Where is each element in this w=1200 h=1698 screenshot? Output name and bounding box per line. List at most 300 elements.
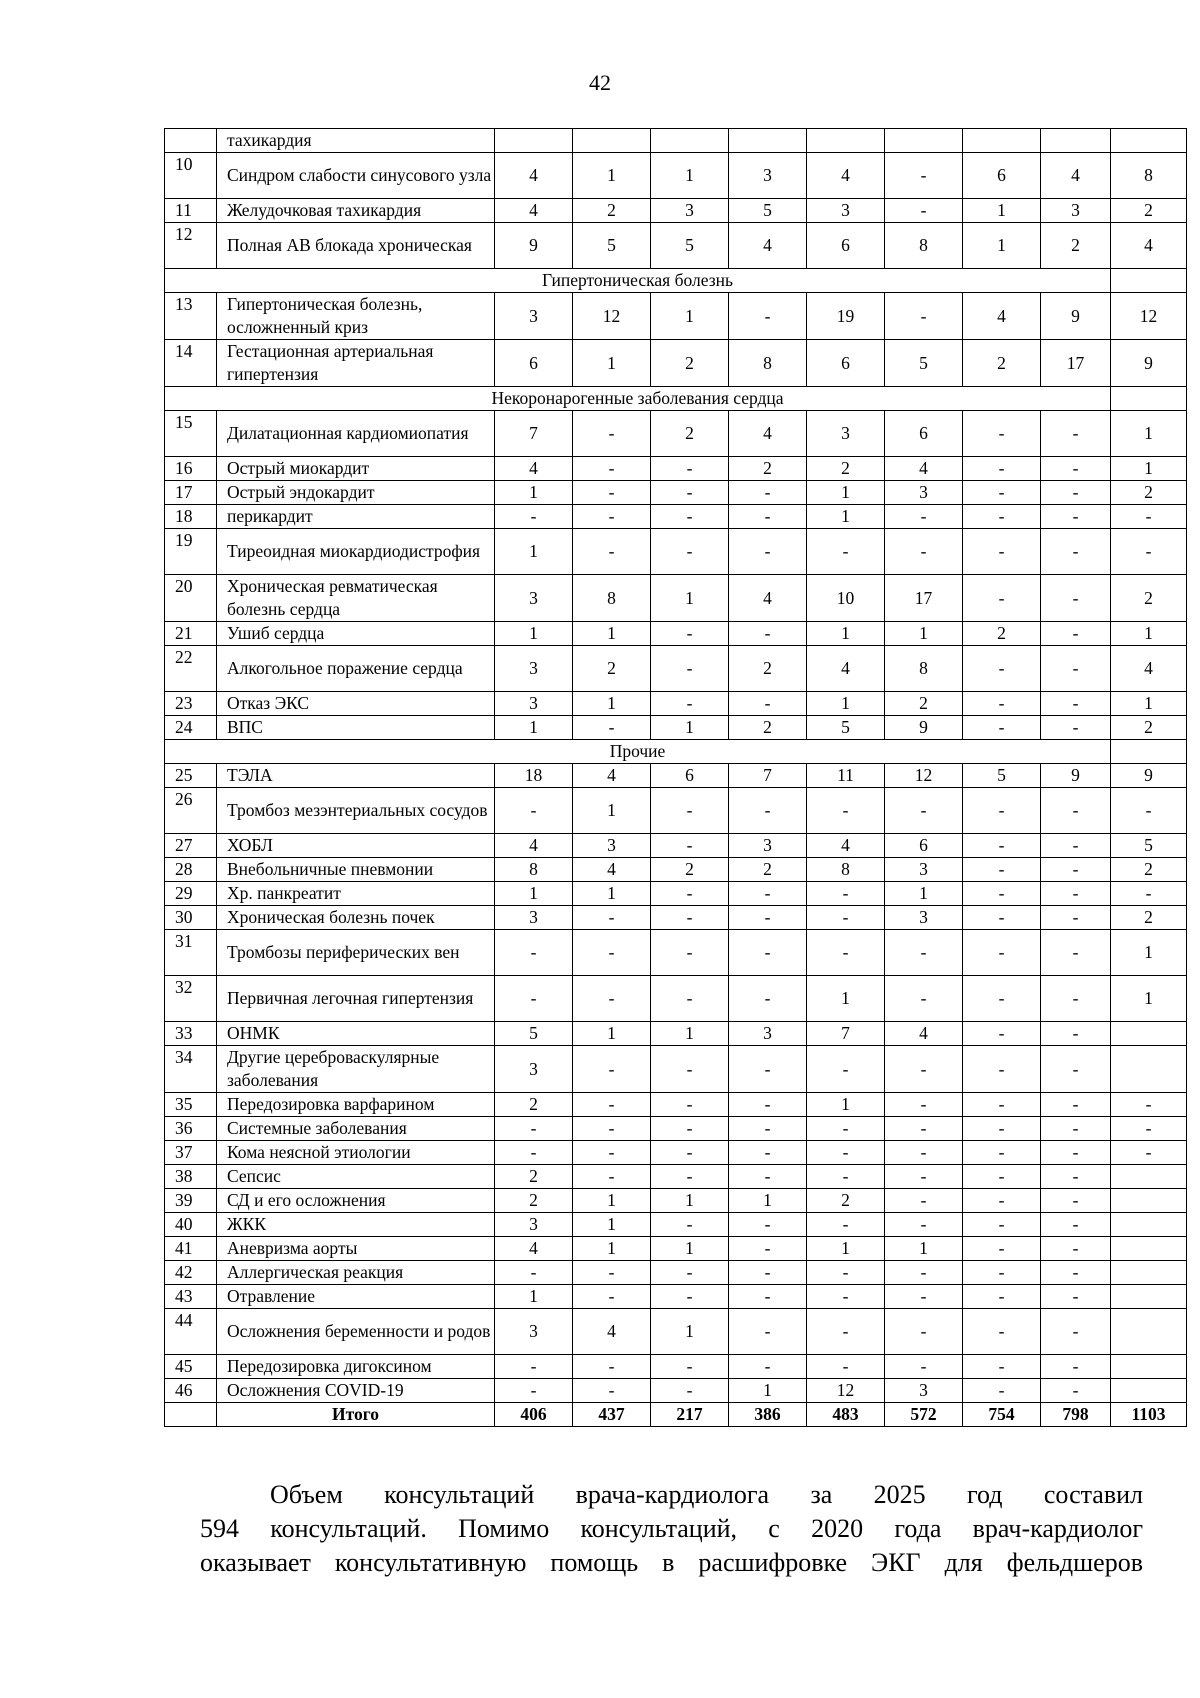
value-cell <box>1111 1379 1187 1403</box>
value-cell: 1 <box>573 1189 651 1213</box>
value-cell: - <box>573 716 651 740</box>
value-cell: - <box>651 457 729 481</box>
value-cell: 4 <box>729 575 807 622</box>
value-cell: 1 <box>651 1022 729 1046</box>
value-cell: 3 <box>729 834 807 858</box>
row-number: 34 <box>165 1046 217 1093</box>
value-cell: - <box>495 1355 573 1379</box>
value-cell: 8 <box>807 858 885 882</box>
value-cell: - <box>885 293 963 340</box>
row-number: 26 <box>165 788 217 834</box>
value-cell: - <box>963 1165 1041 1189</box>
value-cell: - <box>807 529 885 575</box>
value-cell: 7 <box>495 411 573 457</box>
value-cell: 4 <box>807 153 885 199</box>
value-cell: - <box>729 1093 807 1117</box>
value-cell: 1 <box>651 1189 729 1213</box>
diagnosis-name: Отказ ЭКС <box>217 692 495 716</box>
total-row <box>165 1403 1187 1427</box>
paragraph-line: оказывает консультативную помощь в расшифровке ЭКГ для фельдшеров <box>200 1548 1143 1577</box>
value-cell: 1 <box>807 481 885 505</box>
table-row <box>165 1046 1187 1093</box>
diagnosis-name: Аневризма аорты <box>217 1237 495 1261</box>
value-cell: 6 <box>807 223 885 269</box>
table-row <box>165 882 1187 906</box>
value-cell: - <box>573 481 651 505</box>
value-cell: 6 <box>651 764 729 788</box>
value-cell: 1 <box>885 1237 963 1261</box>
value-cell: - <box>573 505 651 529</box>
diagnosis-name: Тромбоз мезэнтериальных сосудов <box>217 788 495 834</box>
value-cell: - <box>495 976 573 1022</box>
value-cell: - <box>807 1141 885 1165</box>
row-number: 25 <box>165 764 217 788</box>
total-label: Итого <box>217 1403 495 1427</box>
diagnosis-name: Системные заболевания <box>217 1117 495 1141</box>
table-row <box>165 1261 1187 1285</box>
table-body <box>165 129 1187 1427</box>
diagnosis-name: Кома неясной этиологии <box>217 1141 495 1165</box>
value-cell: - <box>963 1261 1041 1285</box>
value-cell: 1 <box>573 1237 651 1261</box>
value-cell: - <box>807 930 885 976</box>
value-cell: - <box>885 1117 963 1141</box>
diagnosis-name: ОНМК <box>217 1022 495 1046</box>
table-cell <box>1111 740 1187 764</box>
value-cell: 3 <box>495 575 573 622</box>
value-cell: - <box>963 481 1041 505</box>
table-row <box>165 1285 1187 1309</box>
value-cell: - <box>1041 1355 1111 1379</box>
value-cell: 1 <box>651 716 729 740</box>
value-cell: - <box>963 1285 1041 1309</box>
value-cell: 1 <box>807 622 885 646</box>
row-number: 23 <box>165 692 217 716</box>
row-number: 12 <box>165 223 217 269</box>
value-cell: - <box>573 1117 651 1141</box>
value-cell: - <box>807 1046 885 1093</box>
table-row <box>165 529 1187 575</box>
diagnosis-name: Острый эндокардит <box>217 481 495 505</box>
value-cell: - <box>1041 1046 1111 1093</box>
value-cell: - <box>807 1165 885 1189</box>
value-cell: - <box>651 1117 729 1141</box>
table-cell <box>1111 387 1187 411</box>
row-number: 32 <box>165 976 217 1022</box>
value-cell: - <box>651 882 729 906</box>
value-cell: - <box>1041 1309 1111 1355</box>
diagnosis-name: Отравление <box>217 1285 495 1309</box>
value-cell <box>1111 1189 1187 1213</box>
table-row <box>165 1379 1187 1403</box>
value-cell: - <box>1041 906 1111 930</box>
diagnosis-name: Другие цереброваскулярные заболевания <box>217 1046 495 1093</box>
row-number: 16 <box>165 457 217 481</box>
table-row <box>165 481 1187 505</box>
value-cell: 386 <box>729 1403 807 1427</box>
value-cell: 8 <box>573 575 651 622</box>
value-cell: - <box>1041 1117 1111 1141</box>
row-number: 38 <box>165 1165 217 1189</box>
value-cell: 6 <box>885 834 963 858</box>
value-cell: - <box>885 1213 963 1237</box>
value-cell: - <box>651 906 729 930</box>
diagnosis-name: Алкогольное поражение сердца <box>217 646 495 692</box>
value-cell: - <box>651 1355 729 1379</box>
value-cell: 6 <box>807 340 885 387</box>
value-cell: 1 <box>885 622 963 646</box>
value-cell: - <box>573 1285 651 1309</box>
value-cell: 12 <box>573 293 651 340</box>
row-number: 18 <box>165 505 217 529</box>
value-cell: 1 <box>495 882 573 906</box>
value-cell: - <box>729 882 807 906</box>
value-cell: - <box>885 529 963 575</box>
value-cell: - <box>963 1141 1041 1165</box>
value-cell: 3 <box>807 411 885 457</box>
value-cell: 3 <box>573 834 651 858</box>
diagnosis-name: Первичная легочная гипертензия <box>217 976 495 1022</box>
value-cell: - <box>1041 882 1111 906</box>
value-cell: - <box>651 788 729 834</box>
value-cell: - <box>729 1213 807 1237</box>
value-cell: 4 <box>573 858 651 882</box>
value-cell: 4 <box>807 646 885 692</box>
value-cell <box>1111 1022 1187 1046</box>
value-cell: 2 <box>1111 906 1187 930</box>
value-cell: - <box>651 1261 729 1285</box>
value-cell: - <box>963 1117 1041 1141</box>
section-title: Некоронарогенные заболевания сердца <box>165 387 1111 411</box>
value-cell: - <box>963 834 1041 858</box>
value-cell: - <box>651 622 729 646</box>
value-cell: - <box>573 976 651 1022</box>
value-cell: 1 <box>573 882 651 906</box>
diagnosis-name: Дилатационная кардиомиопатия <box>217 411 495 457</box>
value-cell: 17 <box>1041 340 1111 387</box>
value-cell: - <box>651 834 729 858</box>
paragraph-line: Объем консультаций врача-кардиолога за 2025 год составил <box>270 1480 1143 1509</box>
row-number: 31 <box>165 930 217 976</box>
value-cell: 12 <box>1111 293 1187 340</box>
value-cell: - <box>1041 1237 1111 1261</box>
value-cell: 3 <box>495 906 573 930</box>
value-cell: 4 <box>807 834 885 858</box>
value-cell: - <box>807 906 885 930</box>
value-cell: - <box>573 1165 651 1189</box>
diagnosis-name: Острый миокардит <box>217 457 495 481</box>
row-number: 20 <box>165 575 217 622</box>
value-cell <box>1111 1355 1187 1379</box>
value-cell: - <box>729 930 807 976</box>
value-cell: - <box>495 505 573 529</box>
value-cell: - <box>885 1165 963 1189</box>
diagnosis-name: Аллергическая реакция <box>217 1261 495 1285</box>
value-cell: 4 <box>495 457 573 481</box>
value-cell <box>885 129 963 153</box>
value-cell: 5 <box>963 764 1041 788</box>
table-row <box>165 1189 1187 1213</box>
value-cell: - <box>729 481 807 505</box>
table-row <box>165 622 1187 646</box>
value-cell: - <box>651 1165 729 1189</box>
table-row <box>165 788 1187 834</box>
value-cell: 5 <box>651 223 729 269</box>
value-cell: 2 <box>651 411 729 457</box>
value-cell: 1 <box>1111 930 1187 976</box>
value-cell: - <box>495 788 573 834</box>
row-number: 33 <box>165 1022 217 1046</box>
value-cell: 2 <box>1111 575 1187 622</box>
value-cell <box>807 129 885 153</box>
value-cell: 3 <box>495 1309 573 1355</box>
value-cell: - <box>1041 1165 1111 1189</box>
table-row <box>165 906 1187 930</box>
value-cell: - <box>729 1117 807 1141</box>
value-cell: - <box>729 1141 807 1165</box>
value-cell: - <box>1111 788 1187 834</box>
table-row <box>165 858 1187 882</box>
section-title: Прочие <box>165 740 1111 764</box>
value-cell: - <box>963 858 1041 882</box>
row-number: 13 <box>165 293 217 340</box>
row-number: 30 <box>165 906 217 930</box>
value-cell: - <box>651 930 729 976</box>
value-cell: - <box>729 1046 807 1093</box>
value-cell: - <box>573 411 651 457</box>
value-cell: - <box>1111 1093 1187 1117</box>
value-cell: - <box>963 457 1041 481</box>
diagnosis-name: Синдром слабости синусового узла <box>217 153 495 199</box>
value-cell: - <box>651 692 729 716</box>
value-cell: - <box>1041 930 1111 976</box>
value-cell: 9 <box>1111 340 1187 387</box>
value-cell: - <box>651 529 729 575</box>
value-cell: - <box>651 1379 729 1403</box>
diagnosis-name: ТЭЛА <box>217 764 495 788</box>
value-cell: 1 <box>495 716 573 740</box>
table-row <box>165 411 1187 457</box>
value-cell: 1 <box>573 153 651 199</box>
value-cell: - <box>495 1379 573 1403</box>
value-cell: 2 <box>807 457 885 481</box>
value-cell: 2 <box>1111 716 1187 740</box>
table-row <box>165 153 1187 199</box>
value-cell: 1 <box>963 199 1041 223</box>
table-row <box>165 199 1187 223</box>
value-cell: 4 <box>573 764 651 788</box>
value-cell: 8 <box>729 340 807 387</box>
value-cell: - <box>1111 1141 1187 1165</box>
value-cell: - <box>1041 1213 1111 1237</box>
value-cell: 9 <box>495 223 573 269</box>
value-cell: - <box>573 1379 651 1403</box>
row-number: 14 <box>165 340 217 387</box>
value-cell: 9 <box>1041 764 1111 788</box>
value-cell: - <box>1041 1285 1111 1309</box>
value-cell <box>1111 1046 1187 1093</box>
value-cell: 4 <box>573 1309 651 1355</box>
value-cell: 1 <box>495 529 573 575</box>
value-cell: 3 <box>885 858 963 882</box>
value-cell: 2 <box>495 1093 573 1117</box>
value-cell: - <box>963 505 1041 529</box>
value-cell: 2 <box>729 646 807 692</box>
paragraph-line: 594 консультаций. Помимо консультаций, с 2020 года врач-кардиолог <box>200 1514 1143 1543</box>
value-cell: - <box>495 930 573 976</box>
value-cell: 17 <box>885 575 963 622</box>
value-cell <box>1111 129 1187 153</box>
value-cell: 2 <box>573 646 651 692</box>
value-cell: 9 <box>1041 293 1111 340</box>
row-number: 45 <box>165 1355 217 1379</box>
value-cell: - <box>807 882 885 906</box>
section-header-row <box>165 740 1187 764</box>
value-cell <box>573 129 651 153</box>
row-number: 36 <box>165 1117 217 1141</box>
value-cell: 2 <box>807 1189 885 1213</box>
value-cell: - <box>885 1141 963 1165</box>
row-number: 37 <box>165 1141 217 1165</box>
value-cell: - <box>885 153 963 199</box>
table-row <box>165 505 1187 529</box>
value-cell: 1 <box>651 1309 729 1355</box>
table-row <box>165 1093 1187 1117</box>
row-number: 42 <box>165 1261 217 1285</box>
value-cell: 7 <box>807 1022 885 1046</box>
table-row <box>165 293 1187 340</box>
table-row <box>165 1213 1187 1237</box>
value-cell: - <box>807 1213 885 1237</box>
value-cell: 1 <box>495 1285 573 1309</box>
value-cell: - <box>651 976 729 1022</box>
value-cell: 3 <box>729 153 807 199</box>
value-cell <box>1111 1213 1187 1237</box>
value-cell: 1 <box>1111 622 1187 646</box>
value-cell: - <box>963 411 1041 457</box>
value-cell: 1 <box>573 1022 651 1046</box>
row-number: 21 <box>165 622 217 646</box>
row-number: 43 <box>165 1285 217 1309</box>
value-cell: - <box>963 788 1041 834</box>
section-title: Гипертоническая болезнь <box>165 269 1111 293</box>
value-cell: 2 <box>963 622 1041 646</box>
value-cell: - <box>1041 1093 1111 1117</box>
value-cell: 12 <box>807 1379 885 1403</box>
value-cell: - <box>885 976 963 1022</box>
value-cell: 2 <box>1111 199 1187 223</box>
value-cell: - <box>495 1117 573 1141</box>
value-cell: - <box>963 716 1041 740</box>
diagnosis-name: Желудочковая тахикардия <box>217 199 495 223</box>
value-cell: - <box>651 505 729 529</box>
table-row <box>165 1165 1187 1189</box>
diagnosis-name: Гестационная артериальная гипертензия <box>217 340 495 387</box>
value-cell <box>1111 1165 1187 1189</box>
value-cell: - <box>573 1355 651 1379</box>
value-cell: 10 <box>807 575 885 622</box>
value-cell: - <box>729 293 807 340</box>
table-row <box>165 1117 1187 1141</box>
value-cell: 1 <box>651 1237 729 1261</box>
value-cell: - <box>963 1355 1041 1379</box>
value-cell: 3 <box>885 906 963 930</box>
value-cell: - <box>651 1093 729 1117</box>
value-cell: 4 <box>885 457 963 481</box>
value-cell: 3 <box>495 692 573 716</box>
value-cell: - <box>1041 834 1111 858</box>
value-cell: 1 <box>807 1093 885 1117</box>
value-cell: - <box>885 930 963 976</box>
value-cell: - <box>729 1261 807 1285</box>
table-row <box>165 223 1187 269</box>
value-cell: 1 <box>573 692 651 716</box>
value-cell: 3 <box>651 199 729 223</box>
table-row <box>165 1309 1187 1355</box>
value-cell: - <box>963 930 1041 976</box>
value-cell: - <box>729 1285 807 1309</box>
value-cell: 1 <box>495 481 573 505</box>
diagnosis-name: Осложнения COVID-19 <box>217 1379 495 1403</box>
row-number: 22 <box>165 646 217 692</box>
diagnosis-name: Тиреоидная миокардиодистрофия <box>217 529 495 575</box>
value-cell: - <box>963 1213 1041 1237</box>
value-cell: - <box>573 529 651 575</box>
value-cell: 437 <box>573 1403 651 1427</box>
row-number: 46 <box>165 1379 217 1403</box>
value-cell: 3 <box>1041 199 1111 223</box>
value-cell: 3 <box>495 1046 573 1093</box>
value-cell: - <box>1041 622 1111 646</box>
table-row <box>165 340 1187 387</box>
value-cell: 6 <box>885 411 963 457</box>
value-cell: 9 <box>885 716 963 740</box>
value-cell: - <box>963 1379 1041 1403</box>
value-cell <box>1111 1237 1187 1261</box>
value-cell: - <box>885 1309 963 1355</box>
row-number: 40 <box>165 1213 217 1237</box>
value-cell: 8 <box>1111 153 1187 199</box>
value-cell: 4 <box>729 411 807 457</box>
value-cell: 1 <box>807 692 885 716</box>
value-cell: - <box>651 1285 729 1309</box>
value-cell: 2 <box>1111 858 1187 882</box>
value-cell: - <box>1041 1261 1111 1285</box>
value-cell: 6 <box>963 153 1041 199</box>
value-cell: - <box>885 1355 963 1379</box>
value-cell: - <box>1041 575 1111 622</box>
value-cell: - <box>729 976 807 1022</box>
value-cell <box>1111 1285 1187 1309</box>
value-cell: 483 <box>807 1403 885 1427</box>
value-cell: - <box>885 1285 963 1309</box>
value-cell: - <box>1041 976 1111 1022</box>
value-cell: 572 <box>885 1403 963 1427</box>
value-cell: - <box>807 1355 885 1379</box>
table-row <box>165 1355 1187 1379</box>
row-number: 35 <box>165 1093 217 1117</box>
diagnosis-name: ЖКК <box>217 1213 495 1237</box>
diagnosis-name: тахикардия <box>217 129 495 153</box>
value-cell: 1 <box>651 153 729 199</box>
diagnosis-name: ВПС <box>217 716 495 740</box>
value-cell: - <box>1041 1379 1111 1403</box>
row-number: 39 <box>165 1189 217 1213</box>
value-cell: - <box>885 1093 963 1117</box>
value-cell: - <box>573 930 651 976</box>
value-cell: - <box>885 199 963 223</box>
section-header-row <box>165 269 1187 293</box>
